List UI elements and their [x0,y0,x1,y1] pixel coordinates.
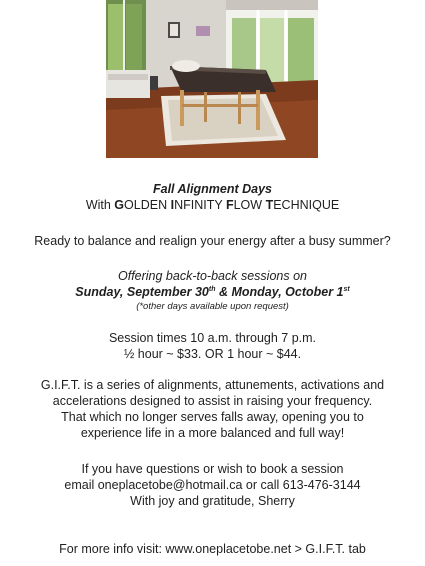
intro-text: Ready to balance and realign your energy after a busy summer? [34,234,391,248]
technique-initial-i: I [170,198,175,212]
contact-line-1: If you have questions or wish to book a session [81,462,344,476]
date-2-suffix: st [343,285,350,293]
offering-lead: Offering back-to-back sessions on [118,269,307,283]
date-2: & Monday, October 1 [215,285,344,299]
massage-room-photo [106,0,318,158]
technique-subtitle [0,197,425,213]
technique-word-infinity: NFINITY [174,198,223,212]
session-times: Session times 10 a.m. through 7 p.m. [108,331,317,345]
description-line-1: G.I.F.T. is a series of alignments, attunements, activations and [40,378,385,392]
contact-line-2: email oneplacetobe@hotmail.ca or call 613-476-3144 [64,478,361,492]
availability-note: (*other days available upon request) [136,301,289,312]
technique-word-flow: LOW [233,198,263,212]
technique-initial-t: T [265,198,274,212]
technique-initial-f: F [225,198,234,212]
footer-info: For more info visit: www.oneplacetobe.net > G.I.F.T. tab [59,542,366,556]
subtitle-prefix: With [85,198,111,212]
signature: With joy and gratitude, Sherry [130,494,295,508]
session-prices: ½ hour ~ $33. OR 1 hour ~ $44. [123,347,302,361]
technique-initial-g: G [114,198,125,212]
technique-word-golden: OLDEN [124,198,168,212]
description-line-2: accelerations designed to assist in raising your frequency. [52,394,373,408]
description-line-3: That which no longer serves falls away, opening you to [61,410,364,424]
date-1: Sunday, September 30 [75,285,209,299]
event-title: Fall Alignment Days [152,182,272,196]
description-line-4: experience life in a more balanced and full way! [80,426,345,440]
offering-dates [0,284,425,300]
date-1-suffix: th [208,285,216,293]
technique-word-technique: ECHNIQUE [273,198,340,212]
